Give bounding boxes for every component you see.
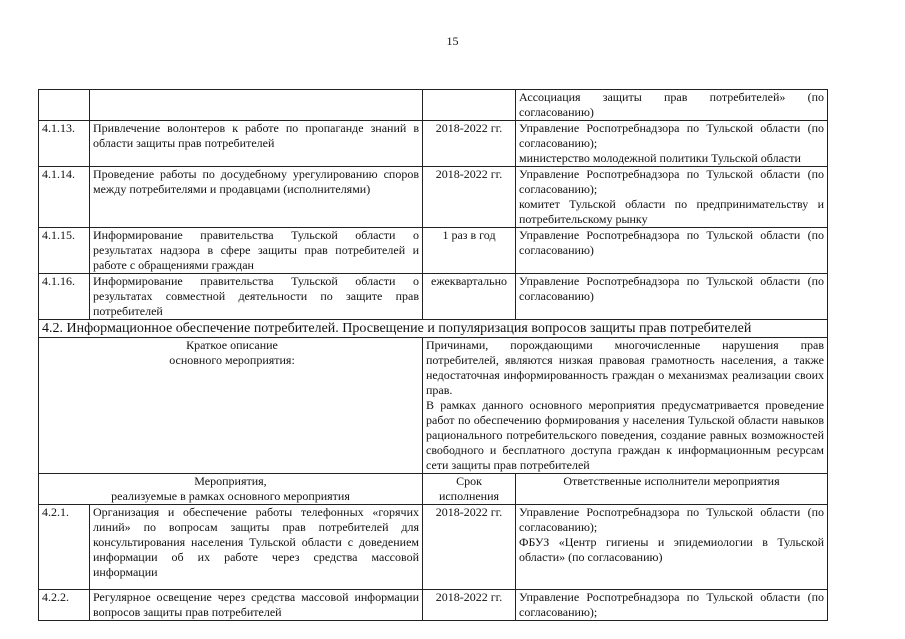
table-header-row xyxy=(39,474,828,505)
term-cell: 2018-2022 гг. xyxy=(423,167,516,228)
header-term xyxy=(423,474,516,505)
row-number: 4.2.1. xyxy=(39,505,90,590)
measure-text: Информирование правительства Тульской области о результатах совместной деятельности по защите прав потребителей xyxy=(90,274,423,320)
measure-text: Проведение работы по досудебному урегулированию споров между потребителями и продавцами (исполнителями) xyxy=(90,167,423,228)
executor-line: Управление Роспотребнадзора по Тульской области (по согласованию); xyxy=(519,121,824,150)
executor-cell xyxy=(516,90,828,121)
brief-label-line: основного мероприятия: xyxy=(169,353,295,367)
table-row xyxy=(39,90,828,121)
brief-description-label xyxy=(39,338,423,474)
header-line: Срок xyxy=(456,474,482,488)
table-row xyxy=(39,274,828,320)
header-executors: Ответственные исполнители мероприятия xyxy=(516,474,828,505)
executor-cell xyxy=(516,167,828,228)
measure-text xyxy=(90,505,423,590)
executor-line: ФБУЗ «Центр гигиены и эпидемиологии в Тульской области» (по согласованию) xyxy=(519,535,824,564)
row-number: 4.1.15. xyxy=(39,228,90,274)
table-row xyxy=(39,228,828,274)
executor-cell xyxy=(516,228,828,274)
term-cell: ежеквартально xyxy=(423,274,516,320)
term-cell: 2018-2022 гг. xyxy=(423,121,516,167)
section-title: 4.2. Информационное обеспечение потребителей. Просвещение и популяризация вопросов защиты прав потребителей xyxy=(39,320,828,338)
measure-line: Организация и обеспечение работы телефонных «горячих линий» по вопросам защиты прав потребителей для консультирования населения Тульской области с доведением информации об их работе через средства массовой информации xyxy=(93,505,419,579)
row-number: 4.2.2. xyxy=(39,590,90,621)
measure-text: Информирование правительства Тульской области о результатах надзора в сфере защиты прав потребителей и работе с обращениями граждан xyxy=(90,228,423,274)
table-row xyxy=(39,167,828,228)
executor-line: Ассоциация защиты прав потребителей» (по согласованию) xyxy=(519,90,824,119)
section-row xyxy=(39,320,828,338)
header-line: исполнения xyxy=(438,489,500,503)
brief-paragraph: Причинами, порождающими многочисленные нарушения прав потребителей, являются низкая правовая грамотность населения, а также недостаточная информированность граждан о механизмах реализации своих прав. xyxy=(426,338,824,397)
measure-text: Привлечение волонтеров к работе по пропаганде знаний в области защиты прав потребителей xyxy=(90,121,423,167)
measure-text xyxy=(90,90,423,121)
executor-line: министерство молодежной политики Тульской области xyxy=(519,151,801,165)
row-number: 4.1.14. xyxy=(39,167,90,228)
executor-line: Управление Роспотребнадзора по Тульской области (по согласованию); xyxy=(519,505,824,534)
brief-label-line: Краткое описание xyxy=(186,338,278,352)
measures-table xyxy=(38,89,828,621)
table-row xyxy=(39,505,828,590)
executor-line: Управление Роспотребнадзора по Тульской области (по согласованию); xyxy=(519,167,824,196)
executor-cell xyxy=(516,505,828,590)
measure-text: Регулярное освещение через средства массовой информации вопросов защиты прав потребителей xyxy=(90,590,423,621)
term-cell: 1 раз в год xyxy=(423,228,516,274)
header-measures xyxy=(39,474,423,505)
executor-line: Управление Роспотребнадзора по Тульской области (по согласованию); xyxy=(519,590,824,619)
term-cell: 2018-2022 гг. xyxy=(423,505,516,590)
row-number: 4.1.13. xyxy=(39,121,90,167)
executor-cell xyxy=(516,274,828,320)
term-cell xyxy=(423,90,516,121)
header-line: реализуемые в рамках основного мероприятия xyxy=(111,489,350,503)
executor-line: комитет Тульской области по предпринимательству и потребительскому рынку xyxy=(519,197,824,226)
executor-line: Управление Роспотребнадзора по Тульской области (по согласованию) xyxy=(519,228,824,257)
executor-cell xyxy=(516,590,828,621)
table-row xyxy=(39,121,828,167)
header-line: Мероприятия, xyxy=(194,474,267,488)
executor-cell xyxy=(516,121,828,167)
brief-description-text xyxy=(423,338,828,474)
table-row xyxy=(39,590,828,621)
row-number: 4.1.16. xyxy=(39,274,90,320)
term-cell: 2018-2022 гг. xyxy=(423,590,516,621)
brief-paragraph: В рамках данного основного мероприятия предусматривается проведение работ по обеспечению формирования у населения Тульской области навыков рационального потребительского поведения, создание равных возможностей свободного и бесплатного доступа граждан к информационным ресурсам сети защиты прав потребителей xyxy=(426,398,824,472)
brief-description-row xyxy=(39,338,828,474)
executor-line: Управление Роспотребнадзора по Тульской области (по согласованию) xyxy=(519,274,824,303)
page-number: 15 xyxy=(446,34,459,48)
row-number xyxy=(39,90,90,121)
